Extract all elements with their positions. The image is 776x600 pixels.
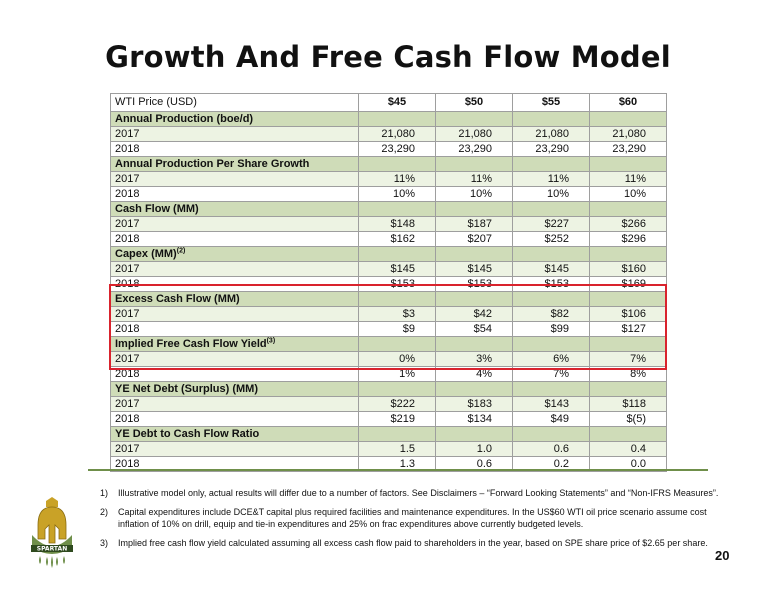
section-title-text: YE Net Debt (Surplus) (MM) (115, 382, 258, 395)
section-blank-cell (590, 247, 667, 262)
header-price-60: $60 (590, 94, 667, 112)
section-blank-cell (359, 112, 436, 127)
value-cell: 23,290 (590, 142, 667, 157)
value-cell: 4% (436, 367, 513, 382)
section-blank-cell (590, 427, 667, 442)
value-cell: 8% (590, 367, 667, 382)
value-cell: $153 (359, 277, 436, 292)
value-cell: $145 (513, 262, 590, 277)
value-cell: $227 (513, 217, 590, 232)
section-blank-cell (359, 247, 436, 262)
section-blank-cell (513, 112, 590, 127)
value-cell: $9 (359, 322, 436, 337)
section-blank-cell (590, 112, 667, 127)
value-cell: $266 (590, 217, 667, 232)
table-row (111, 142, 667, 157)
section-title-text: Excess Cash Flow (MM) (115, 292, 240, 305)
section-blank-cell (513, 427, 590, 442)
section-title-text: Annual Production (boe/d) (115, 112, 254, 125)
section-title (111, 112, 359, 127)
section-row (111, 157, 667, 172)
value-cell: $143 (513, 397, 590, 412)
value-cell: $187 (436, 217, 513, 232)
table-row (111, 397, 667, 412)
value-cell: $207 (436, 232, 513, 247)
value-cell: $82 (513, 307, 590, 322)
header-price-50: $50 (436, 94, 513, 112)
table-row (111, 187, 667, 202)
year-cell: 2018 (111, 457, 359, 472)
spartan-helmet-logo-icon (28, 495, 76, 571)
value-cell: 10% (359, 187, 436, 202)
value-cell: $(5) (590, 412, 667, 427)
footnotes (100, 487, 720, 556)
section-row (111, 247, 667, 262)
footnote-ref: (2) (176, 246, 186, 254)
table-row (111, 442, 667, 457)
value-cell: $169 (590, 277, 667, 292)
excess-cash-flow-highlight-box (109, 284, 667, 370)
value-cell: $160 (590, 262, 667, 277)
footnote-text: Implied free cash flow yield calculated assuming all excess cash flow paid to shareholders in the year, based on SPE share price of $2.65 per share. (118, 538, 708, 548)
section-blank-cell (513, 247, 590, 262)
year-cell: 2018 (111, 322, 359, 337)
year-cell: 2018 (111, 187, 359, 202)
footnote-number: 2) (100, 507, 109, 517)
year-cell: 2017 (111, 397, 359, 412)
footnote-3 (100, 537, 720, 549)
value-cell: 7% (590, 352, 667, 367)
value-cell: 11% (359, 172, 436, 187)
value-cell: 10% (590, 187, 667, 202)
section-blank-cell (590, 157, 667, 172)
header-label: WTI Price (USD) (111, 94, 359, 112)
table-row (111, 127, 667, 142)
table-row (111, 262, 667, 277)
value-cell: $106 (590, 307, 667, 322)
footnote-ref: (3) (266, 336, 276, 344)
table-header-row (111, 94, 667, 112)
value-cell: 1.3 (359, 457, 436, 472)
value-cell: $162 (359, 232, 436, 247)
value-cell: 21,080 (513, 127, 590, 142)
footnote-1 (100, 487, 720, 499)
year-cell: 2018 (111, 367, 359, 382)
table-row (111, 232, 667, 247)
value-cell: 23,290 (513, 142, 590, 157)
footnote-text: Capital expenditures include DCE&T capital plus required facilities and maintenance expenditures. In the US$60 WTI oil price scenario assume cost inflation of 10% on drill, equip and tie-in expenditures and 25% on frac expenditures above currently budgeted levels. (118, 507, 707, 529)
year-cell: 2018 (111, 412, 359, 427)
spartan-logo (28, 495, 76, 571)
section-row (111, 112, 667, 127)
value-cell: 0.6 (513, 442, 590, 457)
value-cell: 0.2 (513, 457, 590, 472)
section-title-text: YE Debt to Cash Flow Ratio (115, 427, 260, 440)
value-cell: 21,080 (359, 127, 436, 142)
value-cell: 1.0 (436, 442, 513, 457)
table-row (111, 172, 667, 187)
table-row (111, 412, 667, 427)
value-cell: 10% (513, 187, 590, 202)
section-blank-cell (436, 427, 513, 442)
logo-text: SPARTAN (36, 545, 68, 553)
year-cell: 2018 (111, 232, 359, 247)
value-cell: 10% (436, 187, 513, 202)
value-cell: $252 (513, 232, 590, 247)
year-cell: 2017 (111, 127, 359, 142)
value-cell: $148 (359, 217, 436, 232)
year-cell: 2017 (111, 217, 359, 232)
value-cell: $99 (513, 322, 590, 337)
value-cell: $127 (590, 322, 667, 337)
page-number: 20 (715, 548, 730, 563)
section-blank-cell (359, 202, 436, 217)
section-row (111, 382, 667, 397)
section-blank-cell (513, 157, 590, 172)
section-title-text: Annual Production Per Share Growth (115, 157, 310, 170)
value-cell: 21,080 (590, 127, 667, 142)
year-cell: 2017 (111, 442, 359, 457)
page-title: Growth And Free Cash Flow Model (105, 40, 671, 74)
year-cell: 2017 (111, 172, 359, 187)
value-cell: 0% (359, 352, 436, 367)
section-title (111, 157, 359, 172)
value-cell: 0.0 (590, 457, 667, 472)
section-blank-cell (436, 382, 513, 397)
value-cell: 1.5 (359, 442, 436, 457)
value-cell: $222 (359, 397, 436, 412)
section-title-text: Cash Flow (MM) (115, 202, 199, 215)
section-blank-cell (436, 157, 513, 172)
header-price-55: $55 (513, 94, 590, 112)
section-title (111, 247, 359, 262)
section-row (111, 202, 667, 217)
value-cell: 21,080 (436, 127, 513, 142)
footnote-text: Illustrative model only, actual results will differ due to a number of factors. See Disclaimers – “Forward Looking Statements” and “Non-IFRS Measures”. (118, 488, 719, 498)
footer-divider (88, 469, 708, 471)
value-cell: $153 (436, 277, 513, 292)
year-cell: 2018 (111, 277, 359, 292)
table-row (111, 217, 667, 232)
section-blank-cell (513, 202, 590, 217)
value-cell: $296 (590, 232, 667, 247)
value-cell: $3 (359, 307, 436, 322)
value-cell: 3% (436, 352, 513, 367)
value-cell: $153 (513, 277, 590, 292)
value-cell: $183 (436, 397, 513, 412)
section-row (111, 427, 667, 442)
value-cell: $145 (436, 262, 513, 277)
section-title (111, 202, 359, 217)
value-cell: $42 (436, 307, 513, 322)
cash-flow-model-table (110, 93, 667, 472)
section-blank-cell (590, 202, 667, 217)
value-cell: $54 (436, 322, 513, 337)
value-cell: 6% (513, 352, 590, 367)
section-blank-cell (513, 382, 590, 397)
section-title (111, 382, 359, 397)
section-blank-cell (436, 202, 513, 217)
section-title-text: Implied Free Cash Flow Yield (115, 337, 267, 350)
section-blank-cell (359, 427, 436, 442)
value-cell: 0.4 (590, 442, 667, 457)
section-blank-cell (359, 382, 436, 397)
section-blank-cell (590, 382, 667, 397)
value-cell: 11% (513, 172, 590, 187)
footnote-2 (100, 506, 720, 530)
section-blank-cell (359, 157, 436, 172)
value-cell: $134 (436, 412, 513, 427)
value-cell: 11% (590, 172, 667, 187)
header-price-45: $45 (359, 94, 436, 112)
value-cell: 11% (436, 172, 513, 187)
year-cell: 2018 (111, 142, 359, 157)
section-blank-cell (436, 247, 513, 262)
value-cell: $118 (590, 397, 667, 412)
value-cell: 23,290 (359, 142, 436, 157)
section-title (111, 427, 359, 442)
footnote-number: 3) (100, 538, 109, 548)
value-cell: $49 (513, 412, 590, 427)
value-cell: 0.6 (436, 457, 513, 472)
section-blank-cell (436, 112, 513, 127)
value-cell: $145 (359, 262, 436, 277)
footnote-number: 1) (100, 488, 109, 498)
value-cell: 7% (513, 367, 590, 382)
year-cell: 2017 (111, 262, 359, 277)
year-cell: 2017 (111, 352, 359, 367)
year-cell: 2017 (111, 307, 359, 322)
value-cell: $219 (359, 412, 436, 427)
value-cell: 1% (359, 367, 436, 382)
value-cell: 23,290 (436, 142, 513, 157)
section-title-text: Capex (MM) (115, 247, 177, 260)
